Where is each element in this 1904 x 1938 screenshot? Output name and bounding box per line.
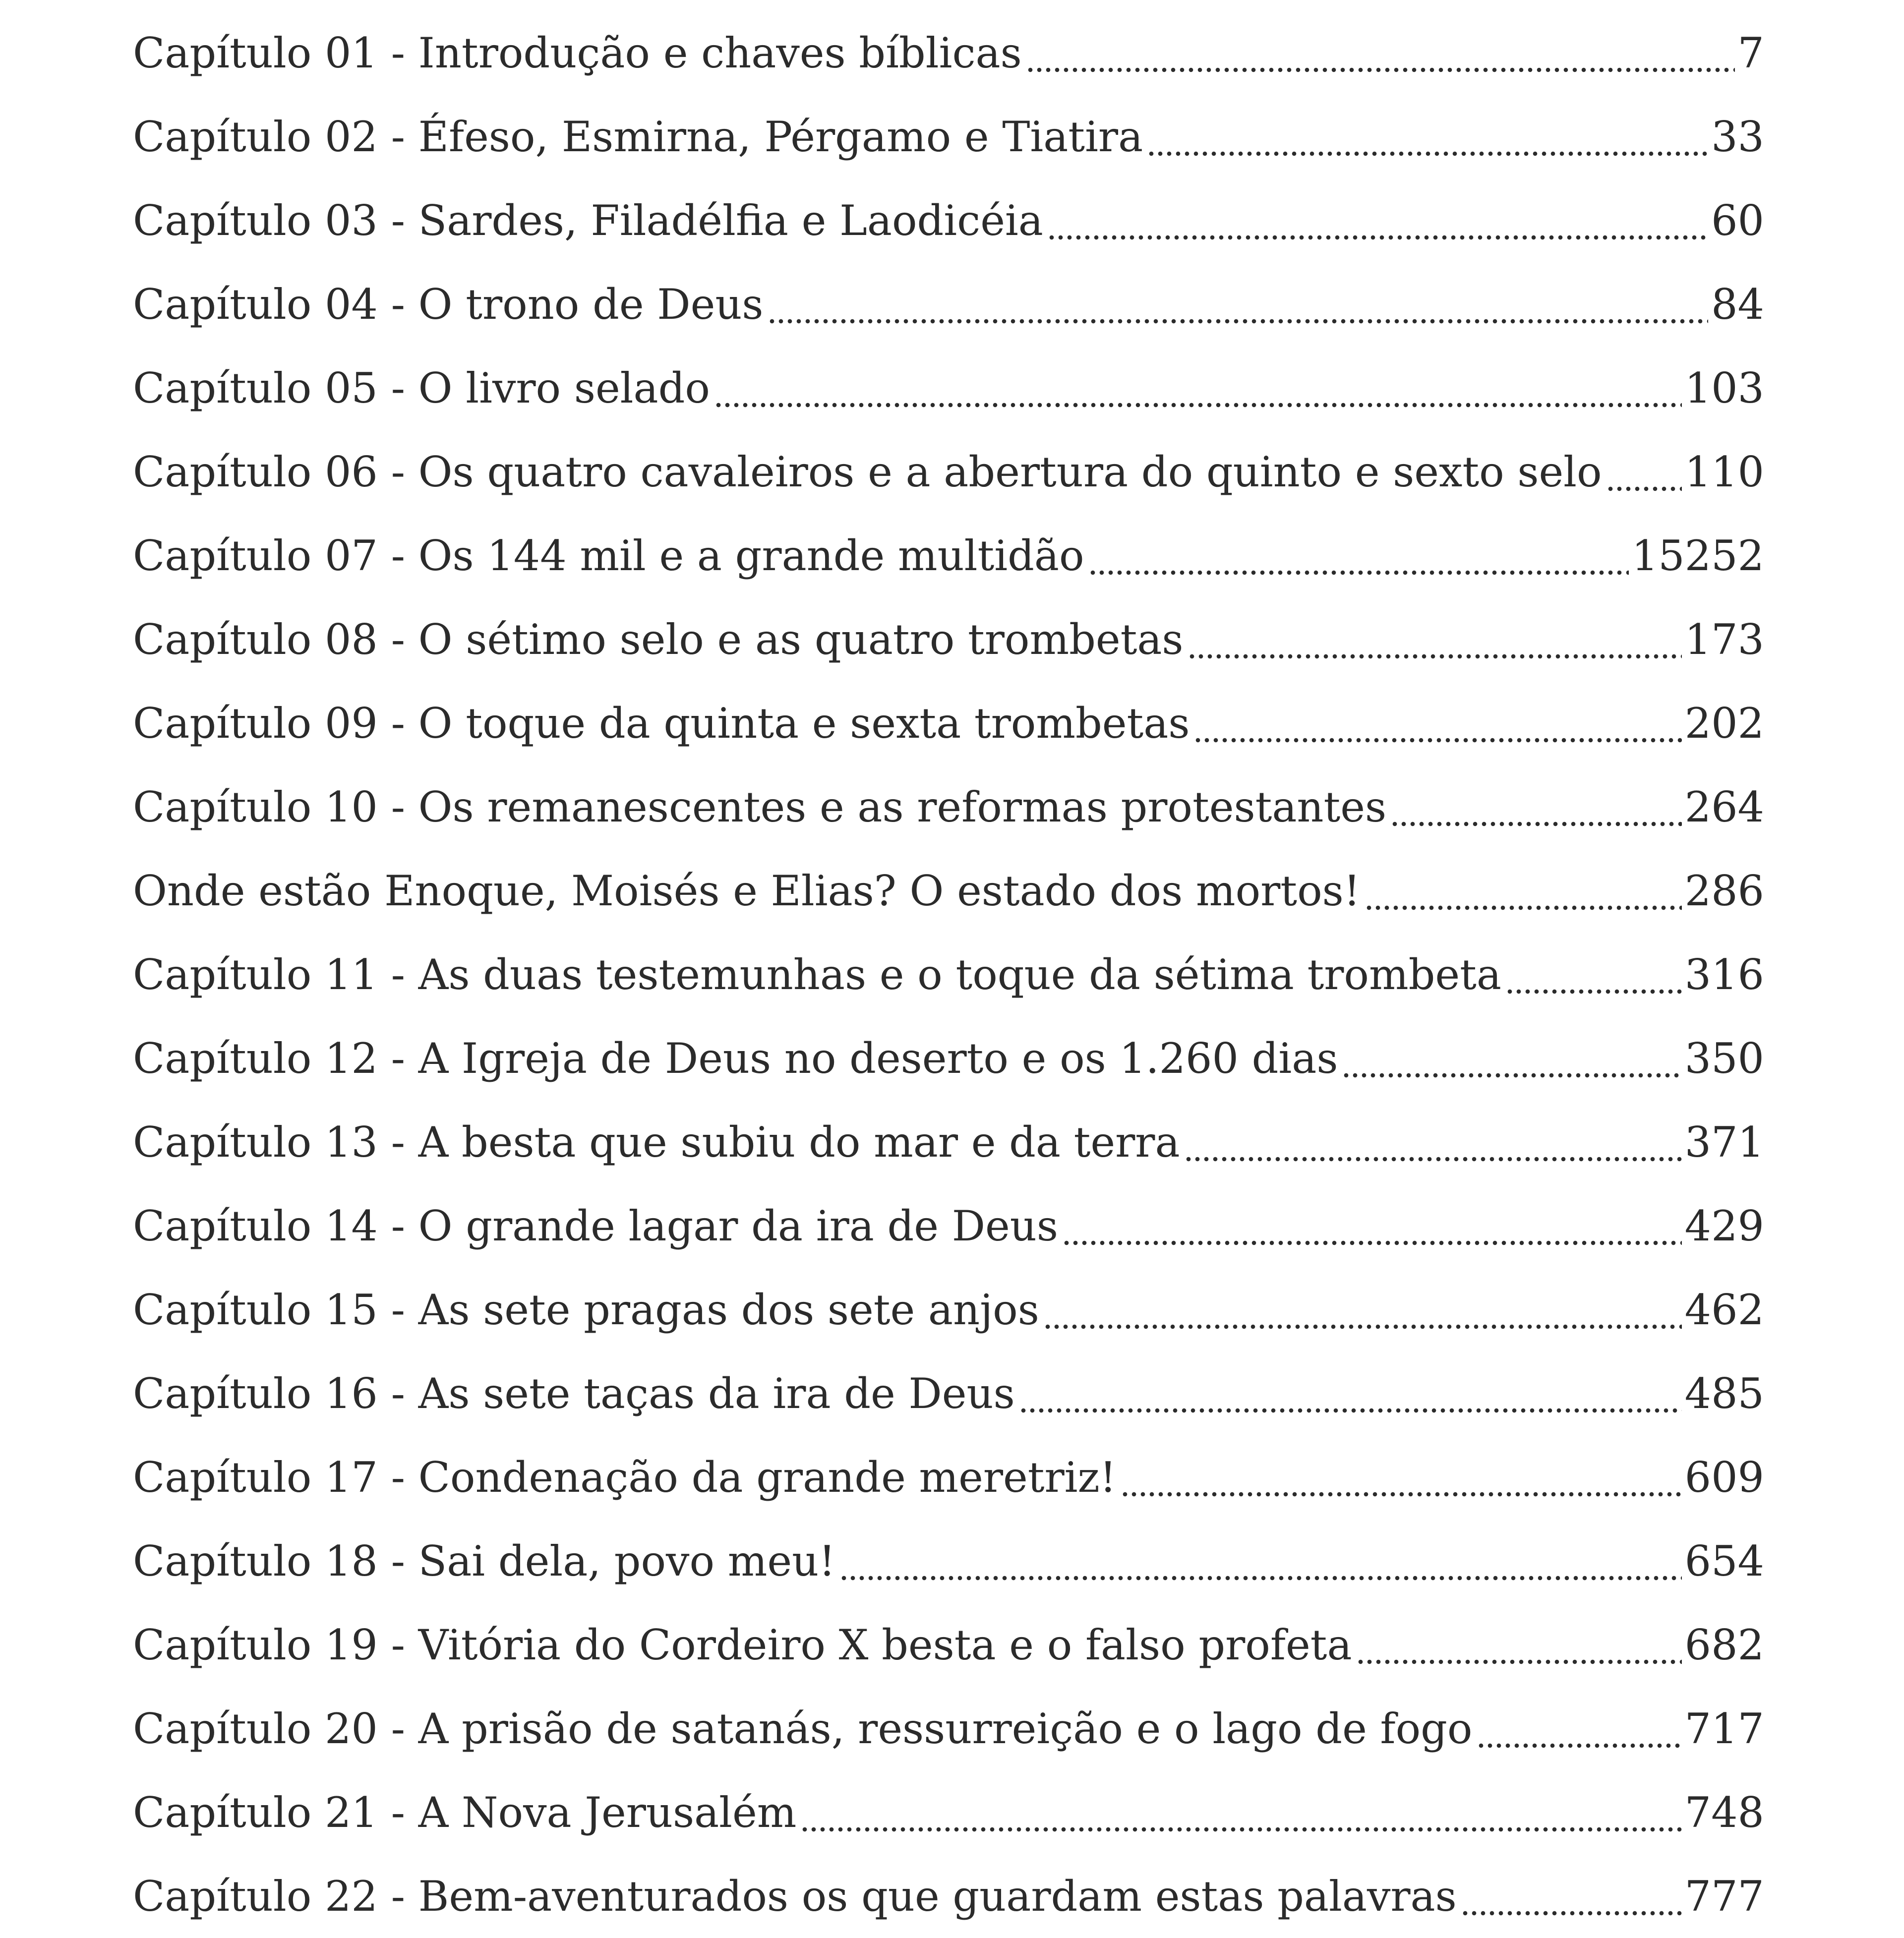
toc-dot-leader [800, 1826, 1681, 1832]
toc-dot-leader [714, 402, 1682, 408]
toc-entry-title: Capítulo 14 - O grande lagar da ira de Deus [133, 1201, 1058, 1250]
toc-entry [133, 95, 1764, 178]
toc-entry [133, 1435, 1764, 1519]
toc-entry-title: Capítulo 09 - O toque da quinta e sexta trombetas [133, 699, 1190, 748]
toc-dot-leader [1461, 1910, 1682, 1916]
toc-dot-leader [1062, 1240, 1682, 1246]
toc-entry-title: Capítulo 02 - Éfeso, Esmirna, Pérgamo e Tiatira [133, 112, 1143, 161]
toc-dot-leader [768, 318, 1709, 324]
toc-dot-leader [1356, 1659, 1682, 1665]
toc-entry [133, 1519, 1764, 1603]
toc-entry-page: 60 [1711, 196, 1764, 245]
toc-entry-title: Capítulo 10 - Os remanescentes e as reformas protestantes [133, 782, 1387, 831]
toc-entry [133, 262, 1764, 346]
toc-entry-title: Capítulo 06 - Os quatro cavaleiros e a abertura do quinto e sexto selo [133, 447, 1602, 496]
toc-entry-page: 286 [1684, 866, 1764, 915]
toc-entry-page: 110 [1684, 447, 1764, 496]
toc-dot-leader [1026, 67, 1735, 73]
toc-entry-title: Capítulo 08 - O sétimo selo e as quatro trombetas [133, 615, 1184, 664]
toc-entry-title: Capítulo 17 - Condenação da grande meretriz! [133, 1453, 1117, 1502]
toc-dot-leader [1147, 151, 1708, 157]
toc-entry [133, 1770, 1764, 1854]
toc-entry-title: Capítulo 15 - As sete pragas dos sete anjos [133, 1285, 1039, 1334]
toc-entry-page: 371 [1684, 1117, 1764, 1167]
toc-entry-title: Capítulo 03 - Sardes, Filadélfia e Laodicéia [133, 196, 1043, 245]
toc-entry-title: Capítulo 19 - Vitória do Cordeiro X besta e o falso profeta [133, 1620, 1352, 1669]
toc-entry-page: 264 [1684, 782, 1764, 831]
toc-entry-page: 84 [1711, 280, 1764, 329]
toc-entry-title: Onde estão Enoque, Moisés e Elias? O estado dos mortos! [133, 866, 1361, 915]
toc-entry-title: Capítulo 12 - A Igreja de Deus no deserto e os 1.260 dias [133, 1034, 1338, 1083]
toc-entry-page: 7 [1737, 28, 1764, 77]
toc-entry-page: 485 [1684, 1369, 1764, 1418]
toc-dot-leader [1088, 570, 1629, 576]
toc-entry-title: Capítulo 21 - A Nova Jerusalém [133, 1788, 797, 1837]
toc-dot-leader [1184, 1156, 1682, 1162]
toc-dot-leader [1047, 235, 1708, 240]
toc-entry-page: 609 [1684, 1453, 1764, 1502]
toc-entry [133, 1016, 1764, 1100]
toc-entry-title: Capítulo 07 - Os 144 mil e a grande multidão [133, 531, 1084, 580]
toc-entry-page: 682 [1684, 1620, 1764, 1669]
toc-entry-page: 33 [1711, 112, 1764, 161]
toc-entry [133, 681, 1764, 765]
toc-entry [133, 765, 1764, 849]
toc-entry-page: 173 [1684, 615, 1764, 664]
toc-dot-leader [1505, 989, 1682, 995]
toc-entry [133, 1603, 1764, 1687]
toc-entry-page: 316 [1684, 950, 1764, 999]
toc-entry-page: 429 [1684, 1201, 1764, 1250]
toc-entry [133, 514, 1764, 597]
toc-entry-page: 462 [1684, 1285, 1764, 1334]
toc-entry [133, 1268, 1764, 1351]
toc-dot-leader [1121, 1491, 1682, 1497]
table-of-contents [133, 11, 1764, 1938]
toc-dot-leader [1365, 905, 1682, 911]
toc-entry [133, 1351, 1764, 1435]
toc-entry-title: Capítulo 16 - As sete taças da ira de Deus [133, 1369, 1015, 1418]
toc-entry-title: Capítulo 04 - O trono de Deus [133, 280, 764, 329]
toc-entry-page: 777 [1684, 1872, 1764, 1921]
toc-entry-page: 654 [1684, 1536, 1764, 1586]
toc-entry-title: Capítulo 20 - A prisão de satanás, ressurreição e o lago de fogo [133, 1704, 1473, 1753]
toc-entry-page: 717 [1684, 1704, 1764, 1753]
toc-entry [133, 933, 1764, 1016]
toc-entry [133, 1687, 1764, 1770]
toc-dot-leader [1019, 1408, 1682, 1413]
toc-entry [133, 178, 1764, 262]
toc-entry [133, 1854, 1764, 1938]
toc-entry [133, 11, 1764, 95]
toc-entry [133, 1184, 1764, 1268]
toc-entry-title: Capítulo 13 - A besta que subiu do mar e da terra [133, 1117, 1180, 1167]
toc-entry [133, 849, 1764, 933]
toc-entry-page: 103 [1684, 363, 1764, 412]
toc-dot-leader [1390, 821, 1682, 827]
toc-entry [133, 597, 1764, 681]
toc-entry-title: Capítulo 01 - Introdução e chaves bíblicas [133, 28, 1022, 77]
toc-dot-leader [1188, 653, 1682, 659]
toc-entry [133, 1100, 1764, 1184]
toc-entry-title: Capítulo 18 - Sai dela, povo meu! [133, 1536, 835, 1586]
toc-dot-leader [1477, 1743, 1682, 1749]
toc-dot-leader [1193, 737, 1681, 743]
toc-entry-page: 15252 [1631, 531, 1764, 580]
toc-dot-leader [1342, 1072, 1681, 1078]
toc-dot-leader [1043, 1324, 1682, 1330]
toc-entry [133, 346, 1764, 430]
toc-entry-page: 202 [1684, 699, 1764, 748]
toc-entry-title: Capítulo 05 - O livro selado [133, 363, 710, 412]
toc-entry-title: Capítulo 22 - Bem-aventurados os que guardam estas palavras [133, 1872, 1457, 1921]
toc-entry [133, 430, 1764, 514]
toc-entry-page: 748 [1684, 1788, 1764, 1837]
toc-entry-title: Capítulo 11 - As duas testemunhas e o toque da sétima trombeta [133, 950, 1501, 999]
toc-entry-page: 350 [1684, 1034, 1764, 1083]
toc-dot-leader [1606, 486, 1682, 492]
toc-dot-leader [839, 1575, 1682, 1581]
